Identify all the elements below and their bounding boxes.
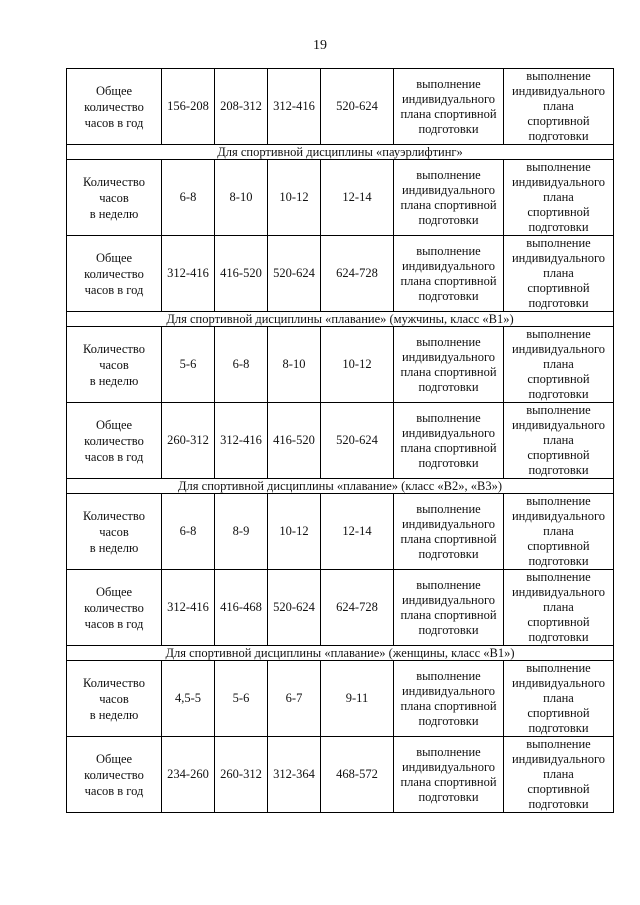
plan-text: выполнение индивидуального плана спортивной подготовки (511, 570, 606, 644)
row-label-text: Общее количество часов в год (84, 250, 144, 297)
row-label (67, 69, 162, 145)
plan-text: выполнение индивидуального плана спортивной подготовки (400, 167, 497, 227)
section-title: Для спортивной дисциплины «пауэрлифтинг» (67, 145, 614, 160)
section-header-row (67, 145, 614, 160)
plan-text-cell (504, 661, 614, 737)
row-label (67, 494, 162, 570)
plan-text: выполнение индивидуального плана спортивной подготовки (511, 69, 606, 143)
hours-value-cell: 520-624 (268, 236, 321, 312)
plan-text-cell (394, 160, 504, 236)
row-label (67, 160, 162, 236)
page-number: 19 (313, 38, 327, 53)
plan-text: выполнение индивидуального плана спортивной подготовки (511, 327, 606, 401)
hours-value-cell: 5-6 (162, 327, 215, 403)
plan-text-cell (504, 160, 614, 236)
row-label-text: Общее количество часов в год (84, 417, 144, 464)
row-label-text: Количество часов в неделю (83, 174, 145, 221)
hours-value-cell: 208-312 (215, 69, 268, 145)
hours-value-cell: 234-260 (162, 737, 215, 813)
table-row (67, 494, 614, 570)
hours-value-cell: 12-14 (321, 494, 394, 570)
hours-value-cell: 468-572 (321, 737, 394, 813)
row-label-text: Общее количество часов в год (84, 83, 144, 130)
row-label-text: Количество часов в неделю (83, 341, 145, 388)
hours-value-cell: 416-468 (215, 570, 268, 646)
hours-value-cell: 312-364 (268, 737, 321, 813)
plan-text-cell (504, 69, 614, 145)
plan-text: выполнение индивидуального плана спортивной подготовки (511, 403, 606, 477)
row-label (67, 327, 162, 403)
row-label-text: Количество часов в неделю (83, 508, 145, 555)
plan-text: выполнение индивидуального плана спортивной подготовки (400, 243, 497, 303)
plan-text: выполнение индивидуального плана спортивной подготовки (400, 577, 497, 637)
row-label-text: Общее количество часов в год (84, 584, 144, 631)
table-row (67, 570, 614, 646)
table-row (67, 403, 614, 479)
hours-value-cell: 9-11 (321, 661, 394, 737)
hours-value-cell: 312-416 (162, 236, 215, 312)
plan-text-cell (504, 327, 614, 403)
plan-text: выполнение индивидуального плана спортивной подготовки (511, 737, 606, 811)
plan-text-cell (394, 69, 504, 145)
hours-value-cell: 8-9 (215, 494, 268, 570)
section-header-row (67, 312, 614, 327)
table-body (67, 69, 614, 813)
hours-value-cell: 312-416 (215, 403, 268, 479)
section-title: Для спортивной дисциплины «плавание» (мужчины, класс «В1») (67, 312, 614, 327)
hours-value-cell: 312-416 (268, 69, 321, 145)
row-label (67, 661, 162, 737)
table-row (67, 160, 614, 236)
hours-value-cell: 520-624 (321, 403, 394, 479)
table-row (67, 69, 614, 145)
hours-value-cell: 624-728 (321, 570, 394, 646)
plan-text: выполнение индивидуального плана спортивной подготовки (400, 334, 497, 394)
hours-value-cell: 416-520 (268, 403, 321, 479)
plan-text: выполнение индивидуального плана спортивной подготовки (511, 160, 606, 234)
row-label (67, 236, 162, 312)
hours-value-cell: 10-12 (268, 494, 321, 570)
hours-value-cell: 4,5-5 (162, 661, 215, 737)
section-header-row (67, 479, 614, 494)
plan-text: выполнение индивидуального плана спортивной подготовки (400, 76, 497, 136)
hours-value-cell: 10-12 (268, 160, 321, 236)
row-label-text: Общее количество часов в год (84, 751, 144, 798)
hours-value-cell: 416-520 (215, 236, 268, 312)
section-header-row (67, 646, 614, 661)
table-row (67, 327, 614, 403)
hours-value-cell: 156-208 (162, 69, 215, 145)
plan-text-cell (504, 494, 614, 570)
plan-text-cell (394, 661, 504, 737)
plan-text-cell (394, 737, 504, 813)
plan-text: выполнение индивидуального плана спортивной подготовки (400, 744, 497, 804)
plan-text-cell (504, 737, 614, 813)
plan-text-cell (504, 403, 614, 479)
section-title: Для спортивной дисциплины «плавание» (женщины, класс «В1») (67, 646, 614, 661)
plan-text-cell (394, 327, 504, 403)
hours-value-cell: 8-10 (268, 327, 321, 403)
hours-value-cell: 520-624 (268, 570, 321, 646)
plan-text: выполнение индивидуального плана спортивной подготовки (511, 661, 606, 735)
hours-value-cell: 6-8 (162, 494, 215, 570)
plan-text: выполнение индивидуального плана спортивной подготовки (400, 410, 497, 470)
row-label-text: Количество часов в неделю (83, 675, 145, 722)
hours-value-cell: 6-8 (162, 160, 215, 236)
plan-text-cell (394, 403, 504, 479)
table-row (67, 737, 614, 813)
hours-value-cell: 520-624 (321, 69, 394, 145)
hours-value-cell: 260-312 (162, 403, 215, 479)
section-title: Для спортивной дисциплины «плавание» (класс «В2», «В3») (67, 479, 614, 494)
plan-text: выполнение индивидуального плана спортивной подготовки (511, 236, 606, 310)
table-row (67, 236, 614, 312)
plan-text: выполнение индивидуального плана спортивной подготовки (511, 494, 606, 568)
plan-text-cell (504, 236, 614, 312)
hours-value-cell: 5-6 (215, 661, 268, 737)
hours-value-cell: 6-7 (268, 661, 321, 737)
hours-value-cell: 624-728 (321, 236, 394, 312)
hours-value-cell: 260-312 (215, 737, 268, 813)
plan-text-cell (394, 236, 504, 312)
hours-value-cell: 12-14 (321, 160, 394, 236)
training-hours-table (66, 68, 614, 813)
plan-text-cell (394, 494, 504, 570)
hours-value-cell: 6-8 (215, 327, 268, 403)
plan-text-cell (394, 570, 504, 646)
table-row (67, 661, 614, 737)
row-label (67, 737, 162, 813)
hours-value-cell: 312-416 (162, 570, 215, 646)
hours-value-cell: 10-12 (321, 327, 394, 403)
plan-text: выполнение индивидуального плана спортивной подготовки (400, 501, 497, 561)
hours-value-cell: 8-10 (215, 160, 268, 236)
plan-text-cell (504, 570, 614, 646)
row-label (67, 570, 162, 646)
plan-text: выполнение индивидуального плана спортивной подготовки (400, 668, 497, 728)
row-label (67, 403, 162, 479)
